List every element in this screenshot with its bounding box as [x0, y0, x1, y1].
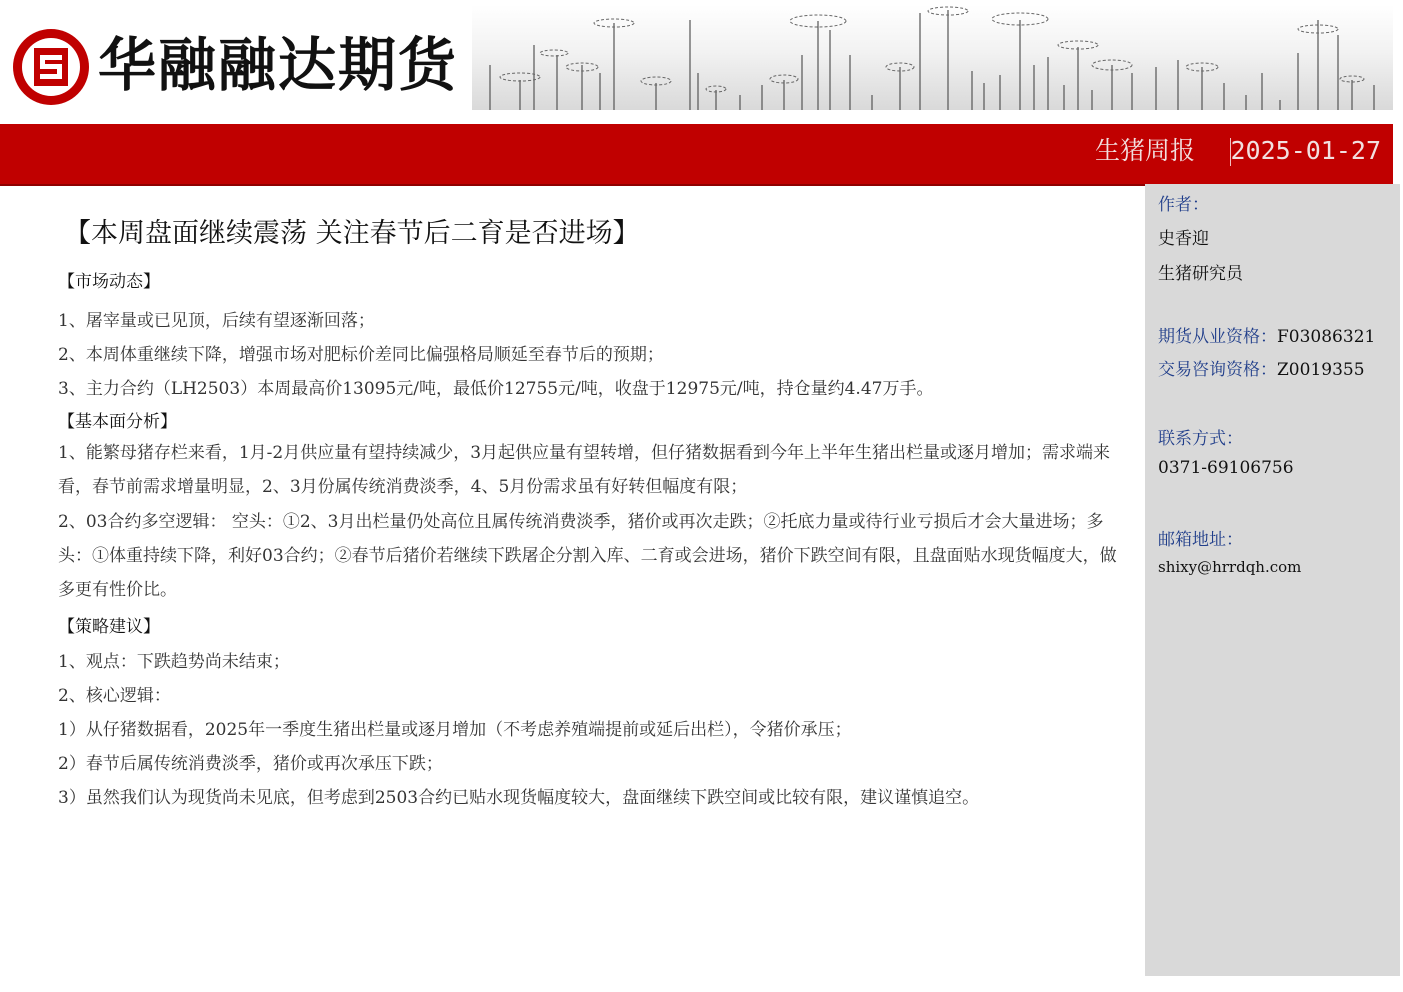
- fundamental-item: 1、能繁母猪存栏来看，1月-2月供应量有望持续减少，3月起供应量有望转增，但仔猪数据看到今年上半年生猪出栏量或逐月增加；需求端来看，春节前需求增量明显，2、3月份属传统消费淡季，4、5月份需求虽有好转但幅度有限；: [58, 443, 1111, 497]
- market-item: 2、本周体重继续下降，增强市场对肥标价差同比偏强格局顺延至春节后的预期；: [58, 345, 664, 365]
- report-headline: 【本周盘面继续震荡 关注春节后二育是否进场】: [64, 218, 640, 249]
- email-label: 邮箱地址：: [1158, 530, 1243, 550]
- consult-label: 交易咨询资格：: [1158, 360, 1277, 380]
- author-sidebar: [1145, 184, 1400, 976]
- report-type: 生猪周报: [1094, 136, 1195, 165]
- author-label: 作者：: [1158, 195, 1209, 215]
- report-banner: [0, 124, 1393, 186]
- section-heading-fundamental: 【基本面分析】: [58, 412, 177, 432]
- section-heading-strategy: 【策略建议】: [58, 617, 160, 637]
- fundamental-item: 2、03合约多空逻辑： 空头：①2、3月出栏量仍处高位且属传统消费淡季，猪价或再次走跌；②托底力量或待行业亏损后才会大量进场；多头：①体重持续下降，利好03合约；②春节后猪价若继续下跌屠企分割入库、二育或会进场，猪价下跌空间有限，且盘面贴水现货幅度大，做多更有性价比。: [58, 512, 1117, 600]
- contact-phone: 0371-69106756: [1158, 458, 1294, 478]
- market-item: 1、屠宰量或已见顶，后续有望逐渐回落；: [58, 311, 375, 331]
- report-date: 2025-01-27: [1230, 136, 1381, 165]
- email-address[interactable]: shixy@hrrdqh.com: [1158, 558, 1302, 576]
- contact-label: 联系方式：: [1158, 429, 1243, 449]
- strategy-item: 1）从仔猪数据看，2025年一季度生猪出栏量或逐月增加（不考虑养殖端提前或延后出栏），令猪价承压；: [58, 720, 852, 740]
- company-logo-icon: [10, 26, 92, 108]
- strategy-item: 1、观点：下跌趋势尚未结束；: [58, 652, 290, 672]
- qualification-value: F03086321: [1277, 327, 1376, 347]
- market-item: 3、主力合约（LH2503）本周最高价13095元/吨，最低价12755元/吨，收盘于12975元/吨，持仓量约4.47万手。: [58, 379, 934, 399]
- author-name: 史香迎: [1158, 229, 1209, 249]
- section-heading-market: 【市场动态】: [58, 272, 160, 292]
- consult-value: Z0019355: [1277, 360, 1365, 380]
- qualification-label: 期货从业资格：: [1158, 327, 1277, 347]
- consult-row: [1158, 355, 1365, 380]
- banner-decoration: [472, 5, 1393, 110]
- qualification-row: [1158, 322, 1375, 347]
- header: [0, 0, 1403, 124]
- author-title: 生猪研究员: [1158, 264, 1243, 284]
- strategy-item: 3）虽然我们认为现货尚未见底，但考虑到2503合约已贴水现货幅度较大，盘面继续下跌空间或比较有限，建议谨慎追空。: [58, 788, 980, 808]
- strategy-item: 2、核心逻辑：: [58, 686, 171, 706]
- brand-name: 华融融达期货: [98, 31, 459, 99]
- strategy-item: 2）春节后属传统消费淡季，猪价或再次承压下跌；: [58, 754, 443, 774]
